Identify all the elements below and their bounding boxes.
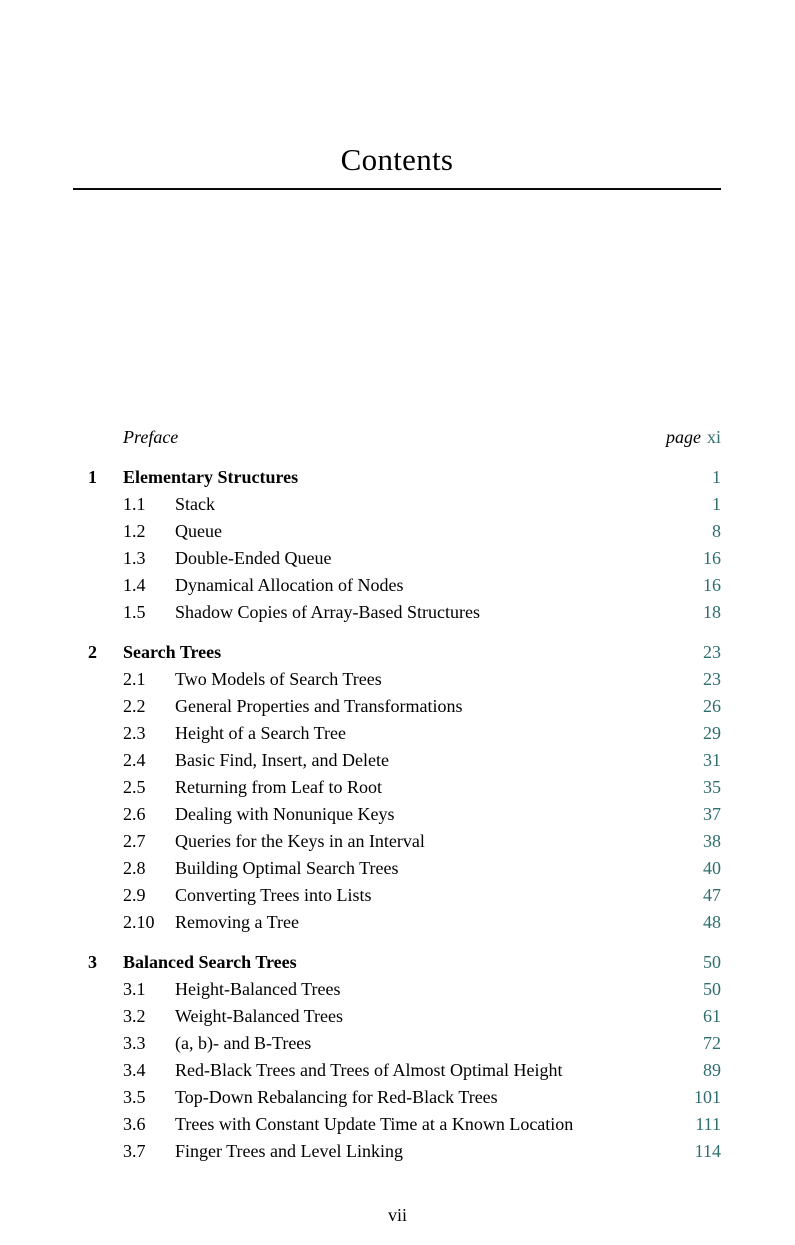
folio-page-number: vii bbox=[387, 1205, 407, 1225]
toc-entry-section bbox=[73, 720, 721, 747]
section-page-link[interactable]: 35 bbox=[703, 777, 721, 797]
section-title: Building Optimal Search Trees bbox=[175, 858, 399, 878]
section-title: Weight-Balanced Trees bbox=[175, 1006, 344, 1026]
page-title: Contents bbox=[340, 142, 454, 177]
section-page-link[interactable]: 101 bbox=[694, 1087, 721, 1107]
section-number: 2.10 bbox=[123, 912, 155, 932]
section-page-link[interactable]: 111 bbox=[695, 1114, 721, 1134]
table-of-contents bbox=[73, 424, 721, 1165]
section-number: 1.1 bbox=[123, 494, 146, 514]
section-number: 2.4 bbox=[123, 750, 146, 770]
preface-label: Preface bbox=[123, 427, 179, 447]
preface-page-link[interactable]: xi bbox=[706, 427, 721, 447]
section-number: 1.3 bbox=[123, 548, 146, 568]
toc-entry-section bbox=[73, 976, 721, 1003]
section-title: Red-Black Trees and Trees of Almost Optimal Height bbox=[175, 1060, 563, 1080]
toc-entry-section bbox=[73, 1084, 721, 1111]
toc-entry-chapter bbox=[73, 639, 721, 666]
section-title: Queue bbox=[175, 521, 222, 541]
section-number: 2.7 bbox=[123, 831, 146, 851]
section-number: 2.9 bbox=[123, 885, 146, 905]
section-page-link[interactable]: 8 bbox=[712, 521, 721, 541]
section-page-link[interactable]: 23 bbox=[703, 669, 721, 689]
section-number: 2.2 bbox=[123, 696, 146, 716]
section-number: 1.4 bbox=[123, 575, 146, 595]
section-title: Converting Trees into Lists bbox=[175, 885, 372, 905]
toc-entry-section bbox=[73, 1030, 721, 1057]
section-page-link[interactable]: 29 bbox=[703, 723, 721, 743]
toc-entry-section bbox=[73, 1003, 721, 1030]
toc-entry-section bbox=[73, 693, 721, 720]
section-number: 3.5 bbox=[123, 1087, 146, 1107]
section-number: 2.5 bbox=[123, 777, 146, 797]
toc-entry-section bbox=[73, 909, 721, 936]
section-page-link[interactable]: 50 bbox=[703, 979, 721, 999]
section-page-link[interactable]: 89 bbox=[703, 1060, 721, 1080]
section-page-link[interactable]: 1 bbox=[712, 494, 721, 514]
section-page-link[interactable]: 26 bbox=[703, 696, 721, 716]
title-block bbox=[73, 0, 721, 190]
toc-entry-section bbox=[73, 545, 721, 572]
section-page-link[interactable]: 61 bbox=[703, 1006, 721, 1026]
section-page-link[interactable]: 48 bbox=[703, 912, 721, 932]
section-title: Basic Find, Insert, and Delete bbox=[175, 750, 389, 770]
chapter-number: 3 bbox=[88, 952, 97, 972]
section-page-link[interactable]: 18 bbox=[703, 602, 721, 622]
section-title: Returning from Leaf to Root bbox=[175, 777, 382, 797]
section-page-link[interactable]: 16 bbox=[703, 575, 721, 595]
section-page-link[interactable]: 47 bbox=[703, 885, 721, 905]
section-title: Trees with Constant Update Time at a Known Location bbox=[175, 1114, 574, 1134]
section-number: 3.7 bbox=[123, 1141, 146, 1161]
section-title: Double-Ended Queue bbox=[175, 548, 332, 568]
toc-entry-section bbox=[73, 1111, 721, 1138]
section-number: 1.2 bbox=[123, 521, 146, 541]
toc-entry-section bbox=[73, 747, 721, 774]
section-number: 2.8 bbox=[123, 858, 146, 878]
section-number: 3.3 bbox=[123, 1033, 146, 1053]
toc-entry-section bbox=[73, 774, 721, 801]
chapter-number: 2 bbox=[88, 642, 97, 662]
toc-entry-section bbox=[73, 518, 721, 545]
toc-entry-section bbox=[73, 1057, 721, 1084]
section-number: 2.1 bbox=[123, 669, 146, 689]
chapter-page-link[interactable]: 23 bbox=[703, 642, 721, 662]
toc-entry-section bbox=[73, 666, 721, 693]
section-title: Finger Trees and Level Linking bbox=[175, 1141, 403, 1161]
section-page-link[interactable]: 72 bbox=[703, 1033, 721, 1053]
section-number: 3.1 bbox=[123, 979, 146, 999]
chapter-page-link[interactable]: 1 bbox=[712, 467, 721, 487]
chapter-title: Search Trees bbox=[123, 642, 222, 662]
section-number: 3.4 bbox=[123, 1060, 146, 1080]
section-title: Shadow Copies of Array-Based Structures bbox=[175, 602, 480, 622]
toc-entry-section bbox=[73, 1138, 721, 1165]
section-title: Queries for the Keys in an Interval bbox=[175, 831, 425, 851]
toc-entry-section bbox=[73, 882, 721, 909]
section-page-link[interactable]: 38 bbox=[703, 831, 721, 851]
section-title: Stack bbox=[175, 494, 215, 514]
toc-entry-section bbox=[73, 828, 721, 855]
section-title: Top-Down Rebalancing for Red-Black Trees bbox=[175, 1087, 498, 1107]
section-title: Removing a Tree bbox=[175, 912, 299, 932]
section-title: (a, b)- and B-Trees bbox=[175, 1033, 312, 1053]
toc-entry-chapter bbox=[73, 949, 721, 976]
section-title: Height-Balanced Trees bbox=[175, 979, 341, 999]
toc-entry-preface bbox=[73, 424, 721, 451]
section-number: 3.6 bbox=[123, 1114, 146, 1134]
section-page-link[interactable]: 31 bbox=[703, 750, 721, 770]
section-number: 1.5 bbox=[123, 602, 146, 622]
toc-entry-section bbox=[73, 599, 721, 626]
section-title: Dealing with Nonunique Keys bbox=[175, 804, 395, 824]
section-number: 2.6 bbox=[123, 804, 146, 824]
chapter-number: 1 bbox=[88, 467, 97, 487]
section-title: Dynamical Allocation of Nodes bbox=[175, 575, 404, 595]
chapter-title: Balanced Search Trees bbox=[123, 952, 297, 972]
section-page-link[interactable]: 37 bbox=[703, 804, 721, 824]
section-page-link[interactable]: 40 bbox=[703, 858, 721, 878]
section-title: Two Models of Search Trees bbox=[175, 669, 382, 689]
toc-entry-section bbox=[73, 801, 721, 828]
toc-entry-section bbox=[73, 855, 721, 882]
section-page-link[interactable]: 16 bbox=[703, 548, 721, 568]
toc-entry-chapter bbox=[73, 464, 721, 491]
chapter-title: Elementary Structures bbox=[123, 467, 299, 487]
section-title: Height of a Search Tree bbox=[175, 723, 346, 743]
section-title: General Properties and Transformations bbox=[175, 696, 463, 716]
chapter-page-link[interactable]: 50 bbox=[703, 952, 721, 972]
toc-entry-section bbox=[73, 491, 721, 518]
toc-entry-section bbox=[73, 572, 721, 599]
page-word-label: page bbox=[665, 427, 701, 447]
section-page-link[interactable]: 114 bbox=[694, 1141, 721, 1161]
section-number: 2.3 bbox=[123, 723, 146, 743]
section-number: 3.2 bbox=[123, 1006, 146, 1026]
